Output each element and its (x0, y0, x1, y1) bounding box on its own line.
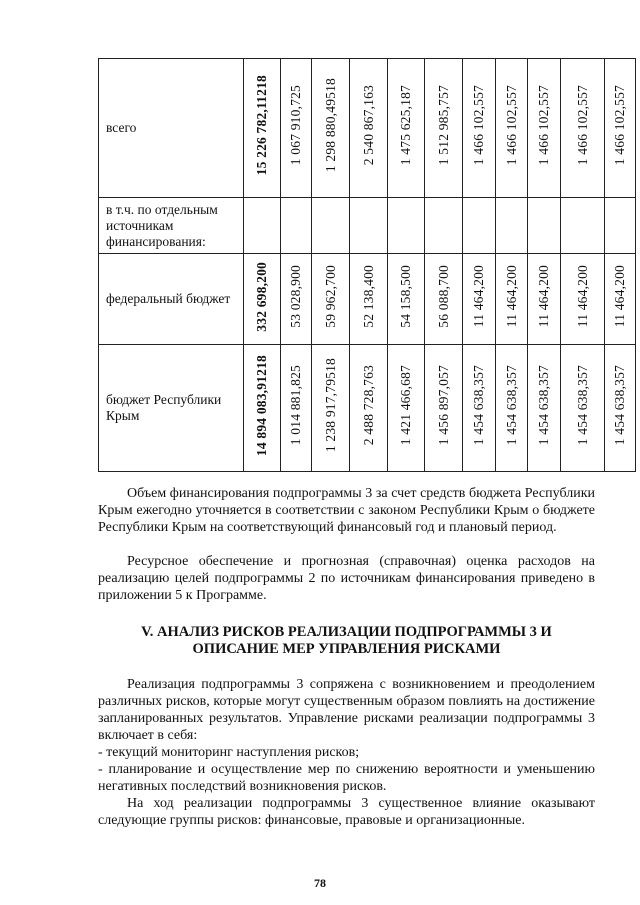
cell-value: 11 464,200 (574, 265, 590, 328)
cell-value: 1 454 638,357 (471, 365, 486, 446)
cell-value: 11 464,200 (612, 265, 627, 328)
table-row-total (99, 59, 636, 198)
cell-value: 1 067 910,725 (288, 85, 303, 166)
list-item-planning: - планирование и осуществление мер по снижению вероятности и уменьшению негативных последствий возникновения рисков. (98, 762, 595, 794)
cell-value: 1 014 881,825 (288, 365, 303, 446)
cell-value: 11 464,200 (536, 265, 551, 328)
cell-value: 332 698,200 (254, 261, 269, 332)
cell-value: 1 421 466,687 (398, 365, 413, 446)
row-label: бюджет Республики Крым (99, 345, 244, 472)
cell-value: 2 488 728,763 (360, 365, 376, 446)
paragraph-resources: Ресурсное обеспечение и прогнозная (справочная) оценка расходов на реализацию целей подпрограммы 2 по источникам финансирования приведено в приложении 5 к Программе. (98, 554, 595, 603)
cell-value: 1 454 638,357 (503, 365, 519, 446)
cell-value: 11 464,200 (471, 265, 486, 328)
paragraph-funding: Объем финансирования подпрограммы 3 за счет средств бюджета Республики Крым ежегодно уточняется в соответствии с законом Республики Крым о бюджете Республики Крым на соответствующий финансовый год и плановый период. (98, 486, 595, 535)
table-row-sources (99, 198, 636, 254)
paragraph-risks-intro: Реализация подпрограммы 3 сопряжена с возникновением и преодолением различных рисков, которые могут существенным образом повлиять на достижение запланированных результатов. Управление рисками реализации подпрограммы 3 включает в себя: (98, 677, 595, 743)
cell-value: 1 454 638,357 (536, 365, 551, 446)
cell-value: 52 138,400 (360, 265, 376, 328)
cell-value: 1 298 880,49518 (322, 78, 338, 173)
section-heading-line1: V. АНАЛИЗ РИСКОВ РЕАЛИЗАЦИИ ПОДПРОГРАММЫ 3 И (141, 624, 552, 640)
cell-value: 1 475 625,187 (398, 85, 413, 166)
cell-value: 2 540 867,163 (360, 85, 376, 166)
list-item-monitoring: - текущий мониторинг наступления рисков; (98, 745, 360, 760)
row-label: всего (99, 59, 244, 198)
cell-value: 1 466 102,557 (536, 85, 551, 166)
cell-value: 15 226 782,11218 (254, 75, 269, 176)
cell-value: 11 464,200 (503, 265, 519, 328)
row-label: в т.ч. по отдельным источникам финансирования: (99, 198, 244, 254)
cell-value: 1 238 917,79518 (322, 358, 338, 453)
section-heading-line2: ОПИСАНИЕ МЕР УПРАВЛЕНИЯ РИСКАМИ (192, 641, 501, 657)
cell-value: 56 088,700 (435, 265, 451, 328)
cell-value: 53 028,900 (288, 265, 303, 328)
cell-value: 1 454 638,357 (612, 365, 627, 446)
financing-table (98, 58, 636, 472)
cell-value: 1 466 102,557 (471, 85, 486, 166)
cell-value: 1 512 985,757 (435, 85, 451, 166)
page-number: 78 (314, 876, 326, 890)
cell-value: 1 454 638,357 (574, 365, 590, 446)
cell-value: 1 456 897,057 (435, 365, 451, 446)
cell-value: 54 158,500 (398, 265, 413, 328)
row-label: федеральный бюджет (99, 254, 244, 345)
table-row-crimea (99, 345, 636, 472)
cell-value: 14 894 083,91218 (254, 354, 269, 457)
cell-value: 1 466 102,557 (612, 85, 627, 166)
cell-value: 1 466 102,557 (503, 85, 519, 166)
table-row-federal (99, 254, 636, 345)
paragraph-risk-groups: На ход реализации подпрограммы 3 существенное влияние оказывают следующие группы рисков: финансовые, правовые и организационные. (98, 796, 595, 828)
cell-value: 59 962,700 (322, 265, 338, 328)
cell-value: 1 466 102,557 (574, 85, 590, 166)
